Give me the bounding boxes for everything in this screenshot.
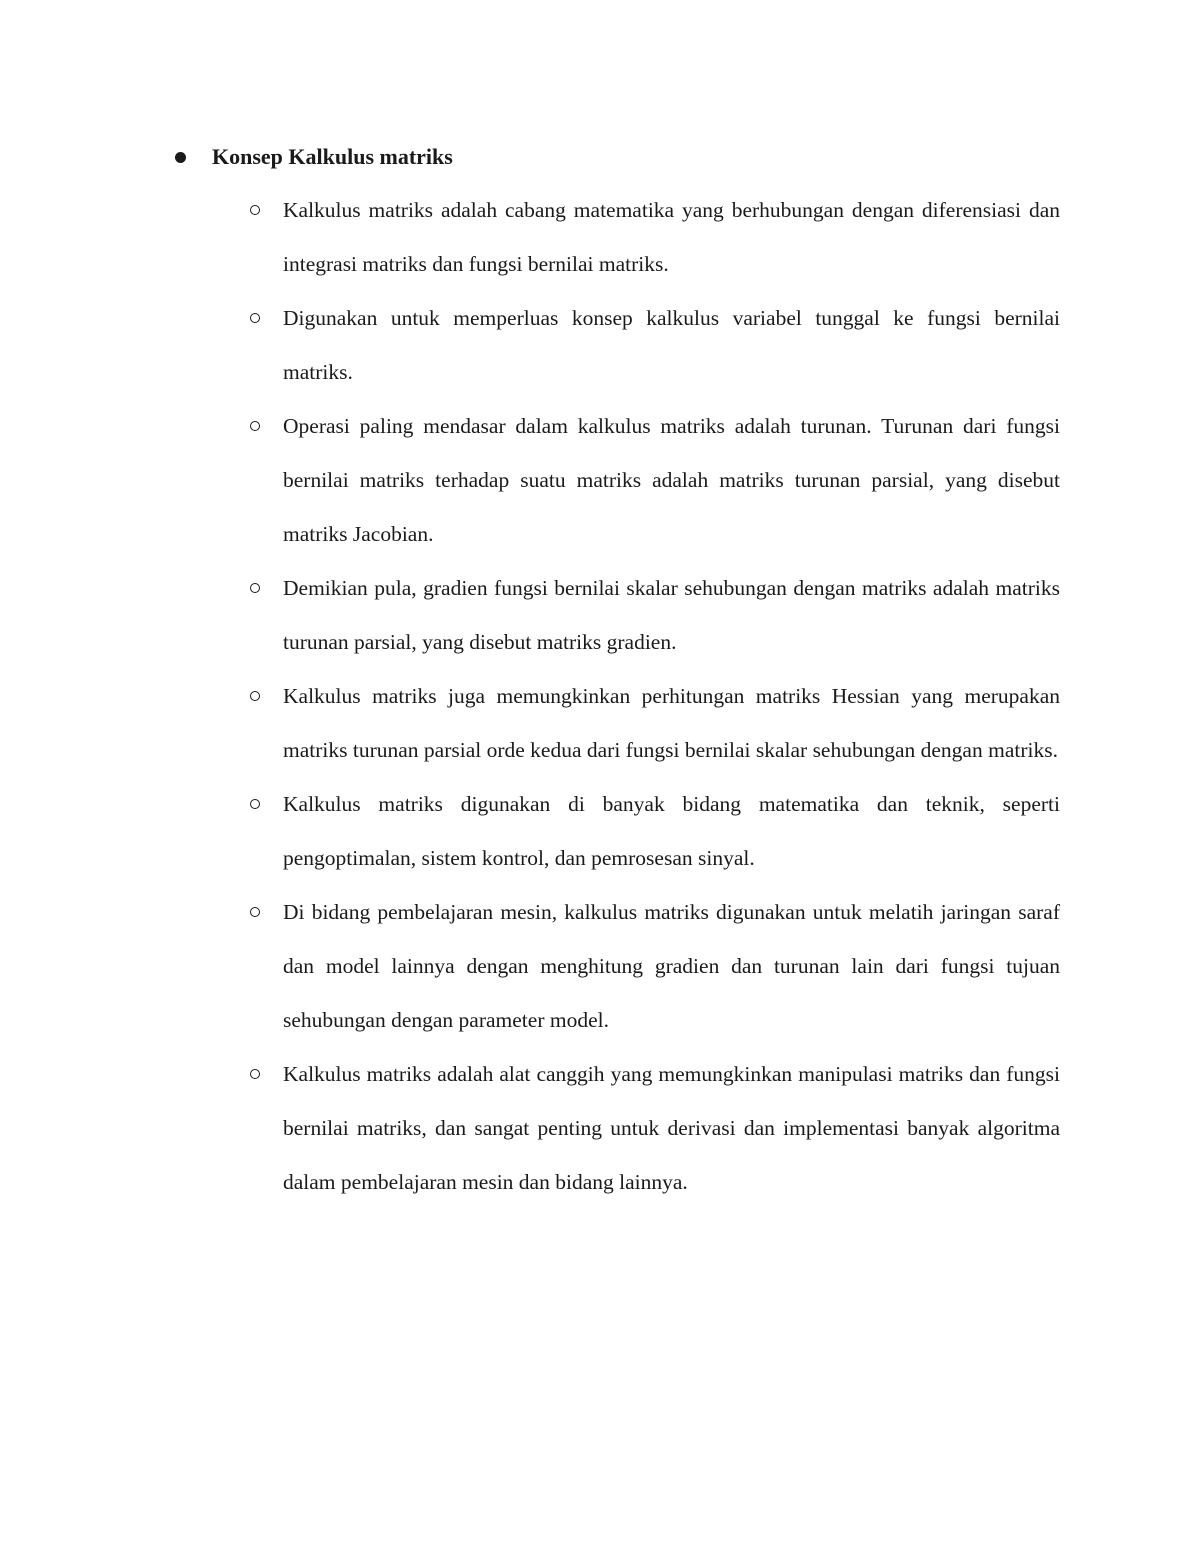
list-item [245, 183, 1060, 291]
list-item [245, 291, 1060, 399]
list-item-text: Demikian pula, gradien fungsi bernilai skalar sehubungan dengan matriks adalah matriks turunan parsial, yang disebut matriks gradien. [283, 576, 1060, 654]
hollow-bullet-icon [250, 583, 260, 593]
list-item [245, 669, 1060, 777]
hollow-bullet-icon [250, 691, 260, 701]
filled-bullet-icon [175, 152, 186, 163]
section-heading: Konsep Kalkulus matriks [212, 144, 453, 169]
sub-bullet-list [245, 183, 1060, 1209]
hollow-bullet-icon [250, 421, 260, 431]
list-item-text: Digunakan untuk memperluas konsep kalkulus variabel tunggal ke fungsi bernilai matriks. [283, 306, 1060, 384]
hollow-bullet-icon [250, 907, 260, 917]
list-item [245, 1047, 1060, 1209]
list-item-text: Di bidang pembelajaran mesin, kalkulus matriks digunakan untuk melatih jaringan saraf dan model lainnya dengan menghitung gradien dan turunan lain dari fungsi tujuan sehubungan dengan parameter model. [283, 900, 1060, 1032]
hollow-bullet-icon [250, 1069, 260, 1079]
hollow-bullet-icon [250, 313, 260, 323]
list-item [245, 399, 1060, 561]
hollow-bullet-icon [250, 205, 260, 215]
list-item-text: Kalkulus matriks adalah alat canggih yang memungkinkan manipulasi matriks dan fungsi bernilai matriks, dan sangat penting untuk derivasi dan implementasi banyak algoritma dalam pembelajaran mesin dan bidang lainnya. [283, 1062, 1060, 1194]
section-heading-row [175, 138, 453, 176]
list-item [245, 561, 1060, 669]
hollow-bullet-icon [250, 799, 260, 809]
list-item-text: Kalkulus matriks adalah cabang matematika yang berhubungan dengan diferensiasi dan integrasi matriks dan fungsi bernilai matriks. [283, 198, 1060, 276]
list-item-text: Kalkulus matriks digunakan di banyak bidang matematika dan teknik, seperti pengoptimalan, sistem kontrol, dan pemrosesan sinyal. [283, 792, 1060, 870]
list-item-text: Operasi paling mendasar dalam kalkulus matriks adalah turunan. Turunan dari fungsi bernilai matriks terhadap suatu matriks adalah matriks turunan parsial, yang disebut matriks Jacobian. [283, 414, 1060, 546]
list-item-text: Kalkulus matriks juga memungkinkan perhitungan matriks Hessian yang merupakan matriks turunan parsial orde kedua dari fungsi bernilai skalar sehubungan dengan matriks. [283, 684, 1060, 762]
list-item [245, 777, 1060, 885]
list-item [245, 885, 1060, 1047]
